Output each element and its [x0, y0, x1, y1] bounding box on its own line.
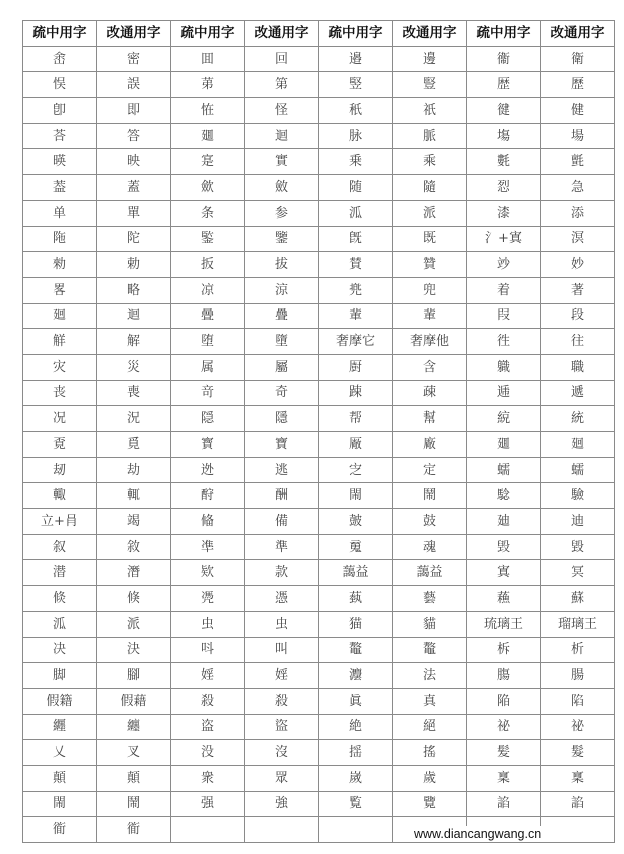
standard-char-cell: 蓋: [97, 175, 171, 201]
original-char-cell: 㝎: [319, 457, 393, 483]
standard-char-cell: 含: [393, 354, 467, 380]
original-char-cell: 叚: [467, 303, 541, 329]
original-char-cell: 㤠: [467, 175, 541, 201]
original-char-cell: 藹益: [319, 560, 393, 586]
original-char-cell: 决: [23, 637, 97, 663]
original-char-cell: 荅: [23, 123, 97, 149]
header-cell: 疏中用字: [319, 21, 393, 47]
original-char-cell: 毁: [467, 534, 541, 560]
original-char-cell: 鼇: [319, 637, 393, 663]
original-char-cell: 堕: [171, 329, 245, 355]
standard-char-cell: 瑠璃王: [541, 611, 615, 637]
original-char-cell: 兠: [319, 277, 393, 303]
standard-char-cell: 實: [245, 149, 319, 175]
standard-char-cell: 決: [97, 637, 171, 663]
original-char-cell: 絶: [319, 714, 393, 740]
original-char-cell: 觧: [23, 329, 97, 355]
table-row: [23, 277, 615, 303]
standard-char-cell: 倏: [97, 586, 171, 612]
header-cell: 改通用字: [393, 21, 467, 47]
standard-char-cell: 歷: [541, 72, 615, 98]
standard-char-cell: 涼: [245, 277, 319, 303]
original-char-cell: 衜: [23, 817, 97, 843]
table-row: [23, 663, 615, 689]
standard-char-cell: 稟: [541, 765, 615, 791]
original-char-cell: 酧: [171, 483, 245, 509]
table-row: [23, 252, 615, 278]
table-row: [23, 791, 615, 817]
standard-char-cell: 職: [541, 354, 615, 380]
original-char-cell: 㕑: [319, 354, 393, 380]
standard-char-cell: 乘: [393, 149, 467, 175]
standard-char-cell: 析: [541, 637, 615, 663]
original-char-cell: 竪: [319, 72, 393, 98]
original-char-cell: 廽: [171, 123, 245, 149]
original-char-cell: 賛: [319, 252, 393, 278]
original-char-cell: 婬: [171, 663, 245, 689]
standard-char-cell: 腳: [97, 663, 171, 689]
standard-char-cell: 邊: [393, 46, 467, 72]
standard-char-cell: 潛: [97, 560, 171, 586]
original-char-cell: 廽: [467, 432, 541, 458]
standard-char-cell: 諂: [541, 791, 615, 817]
standard-char-cell: 絕: [393, 714, 467, 740]
standard-char-cell: 陷: [541, 688, 615, 714]
standard-char-cell: 毀: [541, 534, 615, 560]
table-row: [23, 714, 615, 740]
original-char-cell: 閙: [319, 483, 393, 509]
original-char-cell: 丧: [23, 380, 97, 406]
original-char-cell: 顛: [23, 765, 97, 791]
original-char-cell: 泒: [319, 200, 393, 226]
original-char-cell: 随: [319, 175, 393, 201]
table-row: [23, 509, 615, 535]
original-char-cell: 灾: [23, 354, 97, 380]
original-char-cell: 凉: [171, 277, 245, 303]
standard-char-cell: 誤: [97, 72, 171, 98]
original-char-cell: 蠕: [467, 457, 541, 483]
original-char-cell: 髪: [467, 740, 541, 766]
table-row: [23, 149, 615, 175]
standard-char-cell: 顛: [97, 765, 171, 791]
original-char-cell: 柝: [467, 637, 541, 663]
standard-char-cell: 叫: [245, 637, 319, 663]
standard-char-cell: [541, 817, 615, 843]
table-row: [23, 98, 615, 124]
original-char-cell: 恠: [171, 98, 245, 124]
standard-char-cell: 解: [97, 329, 171, 355]
standard-char-cell: 怪: [245, 98, 319, 124]
original-char-cell: 陁: [23, 226, 97, 252]
original-char-cell: 曡: [171, 303, 245, 329]
standard-char-cell: 虫: [245, 611, 319, 637]
original-char-cell: 旣: [319, 226, 393, 252]
table-row: [23, 380, 615, 406]
original-char-cell: 苐: [171, 72, 245, 98]
original-char-cell: 倐: [23, 586, 97, 612]
original-char-cell: 廸: [467, 509, 541, 535]
original-char-cell: 軄: [467, 354, 541, 380]
table-row: [23, 432, 615, 458]
standard-char-cell: 派: [393, 200, 467, 226]
standard-char-cell: 沒: [245, 740, 319, 766]
original-char-cell: 膓: [467, 663, 541, 689]
original-char-cell: 騐: [467, 483, 541, 509]
table-row: [23, 46, 615, 72]
original-char-cell: 皷: [319, 509, 393, 535]
table-row: [23, 303, 615, 329]
original-char-cell: 祕: [467, 714, 541, 740]
standard-char-cell: 健: [541, 98, 615, 124]
standard-char-cell: 豎: [393, 72, 467, 98]
standard-char-cell: 奢摩他: [393, 329, 467, 355]
original-char-cell: 寘: [467, 560, 541, 586]
original-char-cell: 叙: [23, 534, 97, 560]
header-cell: 疏中用字: [171, 21, 245, 47]
standard-char-cell: 即: [97, 98, 171, 124]
standard-char-cell: 迴: [97, 303, 171, 329]
standard-char-cell: 派: [97, 611, 171, 637]
standard-char-cell: 鼓: [393, 509, 467, 535]
original-char-cell: 欵: [171, 560, 245, 586]
original-char-cell: 刼: [23, 457, 97, 483]
standard-char-cell: 遞: [541, 380, 615, 406]
standard-char-cell: 驗: [541, 483, 615, 509]
standard-char-cell: 藹益: [393, 560, 467, 586]
original-char-cell: 悮: [23, 72, 97, 98]
standard-char-cell: 兜: [393, 277, 467, 303]
header-cell: 改通用字: [97, 21, 171, 47]
standard-char-cell: 鼇: [393, 637, 467, 663]
standard-char-cell: 憑: [245, 586, 319, 612]
standard-char-cell: 強: [245, 791, 319, 817]
standard-char-cell: 斂: [245, 175, 319, 201]
standard-char-cell: 備: [245, 509, 319, 535]
original-char-cell: 眞: [319, 688, 393, 714]
standard-char-cell: 密: [97, 46, 171, 72]
standard-char-cell: 酬: [245, 483, 319, 509]
standard-char-cell: 脈: [393, 123, 467, 149]
standard-char-cell: 贊: [393, 252, 467, 278]
table-row: [23, 765, 615, 791]
original-char-cell: 泒: [23, 611, 97, 637]
header-cell: 改通用字: [541, 21, 615, 47]
standard-char-cell: 貓: [393, 611, 467, 637]
standard-char-cell: 衛: [541, 46, 615, 72]
original-char-cell: 凖: [171, 534, 245, 560]
table-row: [23, 200, 615, 226]
table-row: [23, 123, 615, 149]
standard-char-cell: 祇: [393, 98, 467, 124]
table-body: [23, 46, 615, 842]
original-char-cell: 漆: [467, 200, 541, 226]
table-row: [23, 611, 615, 637]
standard-char-cell: 参: [245, 200, 319, 226]
original-char-cell: 着: [467, 277, 541, 303]
original-char-cell: 猫: [319, 611, 393, 637]
standard-char-cell: 輩: [393, 303, 467, 329]
original-char-cell: 諂: [467, 791, 541, 817]
standard-char-cell: 冥: [541, 560, 615, 586]
original-char-cell: 鍳: [171, 226, 245, 252]
standard-char-cell: 蠕: [541, 457, 615, 483]
standard-char-cell: 劫: [97, 457, 171, 483]
standard-char-cell: 假藉: [97, 688, 171, 714]
standard-char-cell: 衜: [97, 817, 171, 843]
table-row: [23, 329, 615, 355]
standard-char-cell: 覓: [97, 432, 171, 458]
original-char-cell: 虫: [171, 611, 245, 637]
original-char-cell: 单: [23, 200, 97, 226]
standard-char-cell: 回: [245, 46, 319, 72]
original-char-cell: 呌: [171, 637, 245, 663]
standard-char-cell: 往: [541, 329, 615, 355]
original-char-cell: 秖: [319, 98, 393, 124]
original-char-cell: 条: [171, 200, 245, 226]
header-cell: 疏中用字: [467, 21, 541, 47]
original-char-cell: 帮: [319, 406, 393, 432]
original-char-cell: 徤: [467, 98, 541, 124]
standard-char-cell: 叉: [97, 740, 171, 766]
standard-char-cell: 急: [541, 175, 615, 201]
standard-char-cell: 勅: [97, 252, 171, 278]
original-char-cell: 䰟: [319, 534, 393, 560]
standard-char-cell: 準: [245, 534, 319, 560]
original-char-cell: 葢: [23, 175, 97, 201]
original-char-cell: 灋: [319, 663, 393, 689]
standard-char-cell: 奇: [245, 380, 319, 406]
standard-char-cell: 鑒: [245, 226, 319, 252]
standard-char-cell: 墮: [245, 329, 319, 355]
standard-char-cell: 況: [97, 406, 171, 432]
original-char-cell: [319, 817, 393, 843]
original-char-cell: 覔: [23, 432, 97, 458]
standard-char-cell: 既: [393, 226, 467, 252]
watermark-text: www.diancangwang.cn: [410, 826, 545, 842]
standard-char-cell: 答: [97, 123, 171, 149]
table-row: [23, 175, 615, 201]
header-cell: 疏中用字: [23, 21, 97, 47]
standard-char-cell: 纏: [97, 714, 171, 740]
standard-char-cell: 髮: [541, 740, 615, 766]
standard-char-cell: 廻: [541, 432, 615, 458]
standard-char-cell: 逃: [245, 457, 319, 483]
original-char-cell: 乂: [23, 740, 97, 766]
original-char-cell: 揺: [319, 740, 393, 766]
table-row: [23, 457, 615, 483]
original-char-cell: 迯: [171, 457, 245, 483]
original-char-cell: 脚: [23, 663, 97, 689]
standard-char-cell: 幫: [393, 406, 467, 432]
original-char-cell: 乗: [319, 149, 393, 175]
original-char-cell: 覧: [319, 791, 393, 817]
table-row: [23, 226, 615, 252]
standard-char-cell: 輒: [97, 483, 171, 509]
standard-char-cell: 場: [541, 123, 615, 149]
standard-char-cell: 敘: [97, 534, 171, 560]
original-char-cell: 徃: [467, 329, 541, 355]
original-char-cell: 踈: [319, 380, 393, 406]
original-char-cell: 勑: [23, 252, 97, 278]
original-char-cell: 輙: [23, 483, 97, 509]
table-row: [23, 534, 615, 560]
standard-char-cell: 陀: [97, 226, 171, 252]
standard-char-cell: 妙: [541, 252, 615, 278]
original-char-cell: 没: [171, 740, 245, 766]
original-char-cell: 况: [23, 406, 97, 432]
standard-char-cell: 統: [541, 406, 615, 432]
standard-char-cell: 喪: [97, 380, 171, 406]
original-char-cell: 陥: [467, 688, 541, 714]
character-comparison-table: [22, 20, 615, 843]
standard-char-cell: 法: [393, 663, 467, 689]
original-char-cell: 隠: [171, 406, 245, 432]
original-char-cell: 寔: [171, 149, 245, 175]
original-char-cell: 衞: [467, 46, 541, 72]
standard-char-cell: 廠: [393, 432, 467, 458]
standard-char-cell: 疎: [393, 380, 467, 406]
original-char-cell: 暎: [23, 149, 97, 175]
original-char-cell: 假籍: [23, 688, 97, 714]
original-char-cell: 殺: [171, 688, 245, 714]
standard-char-cell: 眾: [245, 765, 319, 791]
original-char-cell: 厰: [319, 432, 393, 458]
standard-char-cell: 氈: [541, 149, 615, 175]
standard-char-cell: 竭: [97, 509, 171, 535]
table-row: [23, 72, 615, 98]
table-row: [23, 740, 615, 766]
table-row: [23, 560, 615, 586]
original-char-cell: 竗: [467, 252, 541, 278]
standard-char-cell: 隱: [245, 406, 319, 432]
standard-char-cell: 搖: [393, 740, 467, 766]
original-char-cell: 强: [171, 791, 245, 817]
standard-char-cell: 藝: [393, 586, 467, 612]
original-char-cell: 脉: [319, 123, 393, 149]
original-char-cell: 偹: [171, 509, 245, 535]
original-char-cell: 輩: [319, 303, 393, 329]
standard-char-cell: 款: [245, 560, 319, 586]
header-cell: 改通用字: [245, 21, 319, 47]
original-char-cell: 逓: [467, 380, 541, 406]
standard-char-cell: [245, 817, 319, 843]
standard-char-cell: 盜: [245, 714, 319, 740]
original-char-cell: 歴: [467, 72, 541, 98]
original-char-cell: 潜: [23, 560, 97, 586]
standard-char-cell: 魂: [393, 534, 467, 560]
original-char-cell: 蘓: [467, 586, 541, 612]
original-char-cell: 琉璃王: [467, 611, 541, 637]
original-char-cell: 凴: [171, 586, 245, 612]
original-char-cell: 畧: [23, 277, 97, 303]
standard-char-cell: 鬧: [97, 791, 171, 817]
original-char-cell: 嵗: [319, 765, 393, 791]
standard-char-cell: 添: [541, 200, 615, 226]
standard-char-cell: 隨: [393, 175, 467, 201]
original-char-cell: [171, 817, 245, 843]
standard-char-cell: 殺: [245, 688, 319, 714]
original-char-cell: 綂: [467, 406, 541, 432]
standard-char-cell: 歲: [393, 765, 467, 791]
standard-char-cell: 著: [541, 277, 615, 303]
original-char-cell: 衆: [171, 765, 245, 791]
original-char-cell: 纒: [23, 714, 97, 740]
original-char-cell: 扳: [171, 252, 245, 278]
standard-char-cell: 疊: [245, 303, 319, 329]
original-char-cell: 立+肙: [23, 509, 97, 535]
original-char-cell: 奢摩它: [319, 329, 393, 355]
original-char-cell: 氀: [467, 149, 541, 175]
original-char-cell: 氵+寘: [467, 226, 541, 252]
table-row: [23, 406, 615, 432]
standard-char-cell: 腸: [541, 663, 615, 689]
standard-char-cell: 迴: [245, 123, 319, 149]
original-char-cell: 囬: [171, 46, 245, 72]
original-char-cell: 寳: [171, 432, 245, 458]
standard-char-cell: 映: [97, 149, 171, 175]
standard-char-cell: 段: [541, 303, 615, 329]
standard-char-cell: 屬: [245, 354, 319, 380]
standard-char-cell: 真: [393, 688, 467, 714]
standard-char-cell: 第: [245, 72, 319, 98]
original-char-cell: 稟: [467, 765, 541, 791]
original-char-cell: 蓺: [319, 586, 393, 612]
table-row: [23, 637, 615, 663]
standard-char-cell: 拔: [245, 252, 319, 278]
header-row: [23, 21, 615, 47]
standard-char-cell: 災: [97, 354, 171, 380]
table-row: [23, 688, 615, 714]
standard-char-cell: 單: [97, 200, 171, 226]
original-char-cell: 属: [171, 354, 245, 380]
standard-char-cell: 定: [393, 457, 467, 483]
standard-char-cell: 迪: [541, 509, 615, 535]
original-char-cell: 歛: [171, 175, 245, 201]
standard-char-cell: 婬: [245, 663, 319, 689]
original-char-cell: 廻: [23, 303, 97, 329]
standard-char-cell: 寶: [245, 432, 319, 458]
original-char-cell: 閙: [23, 791, 97, 817]
standard-char-cell: 鬧: [393, 483, 467, 509]
table-row: [23, 354, 615, 380]
standard-char-cell: 祕: [541, 714, 615, 740]
original-char-cell: 邉: [319, 46, 393, 72]
standard-char-cell: 蘇: [541, 586, 615, 612]
standard-char-cell: 略: [97, 277, 171, 303]
standard-char-cell: 溟: [541, 226, 615, 252]
standard-char-cell: 覽: [393, 791, 467, 817]
original-char-cell: 塲: [467, 123, 541, 149]
original-char-cell: 盗: [171, 714, 245, 740]
original-char-cell: 卽: [23, 98, 97, 124]
table-row: [23, 586, 615, 612]
table-row: [23, 483, 615, 509]
original-char-cell: 峹: [23, 46, 97, 72]
original-char-cell: 竒: [171, 380, 245, 406]
